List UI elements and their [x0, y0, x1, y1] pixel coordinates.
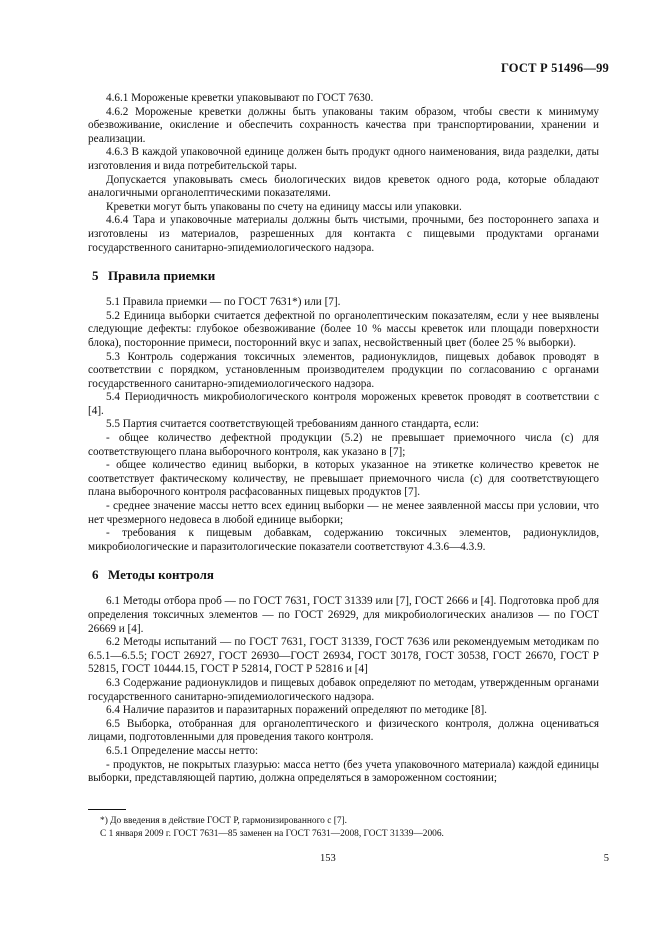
- paragraph: - требования к пищевым добавкам, содержанию токсичных элементов, радионуклидов, микробиологические и паразитологические показатели соответствуют 4.3.6—4.3.9.: [88, 527, 599, 553]
- paragraph: 6.5.1 Определение массы нетто:: [106, 744, 259, 757]
- paragraph: - продуктов, не покрытых глазурью: масса нетто (без учета упаковочного материала) каждой единицы выборки, представляющей партию, должна определяться в замороженном состоянии;: [88, 758, 599, 785]
- page-number-right: 5: [603, 853, 609, 864]
- paragraph: 5.1 Правила приемки — по ГОСТ 7631*) или [7].: [106, 296, 341, 309]
- standard-header: ГОСТ Р 51496—99: [500, 61, 609, 75]
- footnote: *) До введения в действие ГОСТ Р, гармонизированного с [7].: [100, 816, 347, 826]
- footnote-divider: [88, 809, 126, 810]
- section-spacer: [88, 583, 599, 595]
- paragraph: Креветки могут быть упакованы по счету на единицу массы или упаковки.: [106, 200, 462, 213]
- paragraph: 6.5 Выборка, отобранная для органолептического и физического контроля, должна оцениваться лицами, подготовленными для проведения такого контроля.: [88, 717, 599, 744]
- page-number-center: 153: [320, 853, 336, 864]
- paragraph: 5.5 Партия считается соответствующей требованиям данного стандарта, если:: [106, 418, 479, 431]
- section-title: Правила приемки: [108, 268, 216, 284]
- paragraph: 4.6.4 Тара и упаковочные материалы должны быть чистыми, прочными, без постороннего запаха и изготовлены из материалов, разрешенных для контакта с пищевыми продуктами органами государственного санитарно-эпидемиологического надзора.: [88, 214, 599, 254]
- paragraph: 4.6.1 Мороженые креветки упаковывают по ГОСТ 7630.: [106, 92, 374, 104]
- section-title: Методы контроля: [108, 567, 214, 583]
- section-heading: [88, 567, 599, 583]
- paragraph: 6.1 Методы отбора проб — по ГОСТ 7631, ГОСТ 31339 или [7], ГОСТ 2666 и [4]. Подготовка проб для определения токсичных элементов — по ГОСТ 26929, для микробиологических анализов — по ГОСТ 26669 и [4].: [88, 595, 599, 635]
- paragraph: 5.3 Контроль содержания токсичных элементов, радионуклидов, пищевых добавок проводят в соответствии с порядком, установленным производителем продукции по согласованию с органами государственного санитарно-эпидемиологического надзора.: [88, 350, 599, 390]
- section-spacer: [88, 284, 599, 296]
- section-number: 5: [92, 268, 99, 284]
- section-spacer: [88, 554, 599, 567]
- paragraph: - общее количество дефектной продукции (5.2) не превышает приемочного числа (с) для соответствующего плана выборочного контроля, как указано в [7];: [88, 432, 599, 458]
- paragraph: 4.6.2 Мороженые креветки должны быть упакованы таким образом, чтобы свести к минимуму обезвоживание, окисление и обеспечить сохранность качества при транспортировании, хранении и реализации.: [88, 105, 599, 145]
- section-spacer: [88, 255, 599, 268]
- paragraph: 4.6.3 В каждой упаковочной единице должен быть продукт одного наименования, вида разделки, даты изготовления и вида потребительской тары.: [88, 146, 599, 172]
- paragraph: 6.4 Наличие паразитов и паразитарных поражений определяют по методике [8].: [106, 704, 487, 717]
- paragraph: 5.2 Единица выборки считается дефектной по органолептическим показателям, если у нее выявлены следующие дефекты: глубокое обезвоживание (более 10 % массы креветок или площади поверхности блока), посторонние примеси, посторонний вкус и запах, несвойственный цвет (более 25 % выборки).: [88, 309, 599, 349]
- footnotes: [88, 815, 599, 841]
- paragraph: 5.4 Периодичность микробиологического контроля мороженых креветок проводят в соответствии с [4].: [88, 391, 599, 417]
- paragraph: - среднее значение массы нетто всех единиц выборки — не менее заявленной массы при условии, что нет чрезмерного недовеса в любой единице выборки;: [88, 500, 599, 526]
- section-heading: [88, 268, 599, 284]
- paragraph: 6.2 Методы испытаний — по ГОСТ 7631, ГОСТ 31339, ГОСТ 7636 или рекомендуемым методикам по 6.5.1—6.5.5; ГОСТ 26927, ГОСТ 26930—ГОСТ 26934, ГОСТ 30178, ГОСТ 30538, ГОСТ 26670, ГОСТ Р 52815, ГОСТ 10444.15, ГОСТ Р 52814, ГОСТ Р 52816 и [4]: [88, 636, 599, 676]
- section-number: 6: [92, 567, 99, 583]
- paragraph: 6.3 Содержание радионуклидов и пищевых добавок определяют по методам, утвержденным органами государственного санитарно-эпидемиологического надзора.: [88, 676, 599, 703]
- document-body: [88, 92, 599, 786]
- paragraph: - общее количество единиц выборки, в которых указанное на этикетке количество креветок не соответствует фактическому количеству, не превышает приемочного числа (с) для соответствующего плана выборочного контроля расфасованных пищевых продуктов [7].: [88, 459, 599, 499]
- footnote: С 1 января 2009 г. ГОСТ 7631—85 заменен на ГОСТ 7631—2008, ГОСТ 31339—2006.: [100, 829, 444, 839]
- paragraph: Допускается упаковывать смесь биологических видов креветок одного рода, которые обладают аналогичными органолептическими показателями.: [88, 173, 599, 200]
